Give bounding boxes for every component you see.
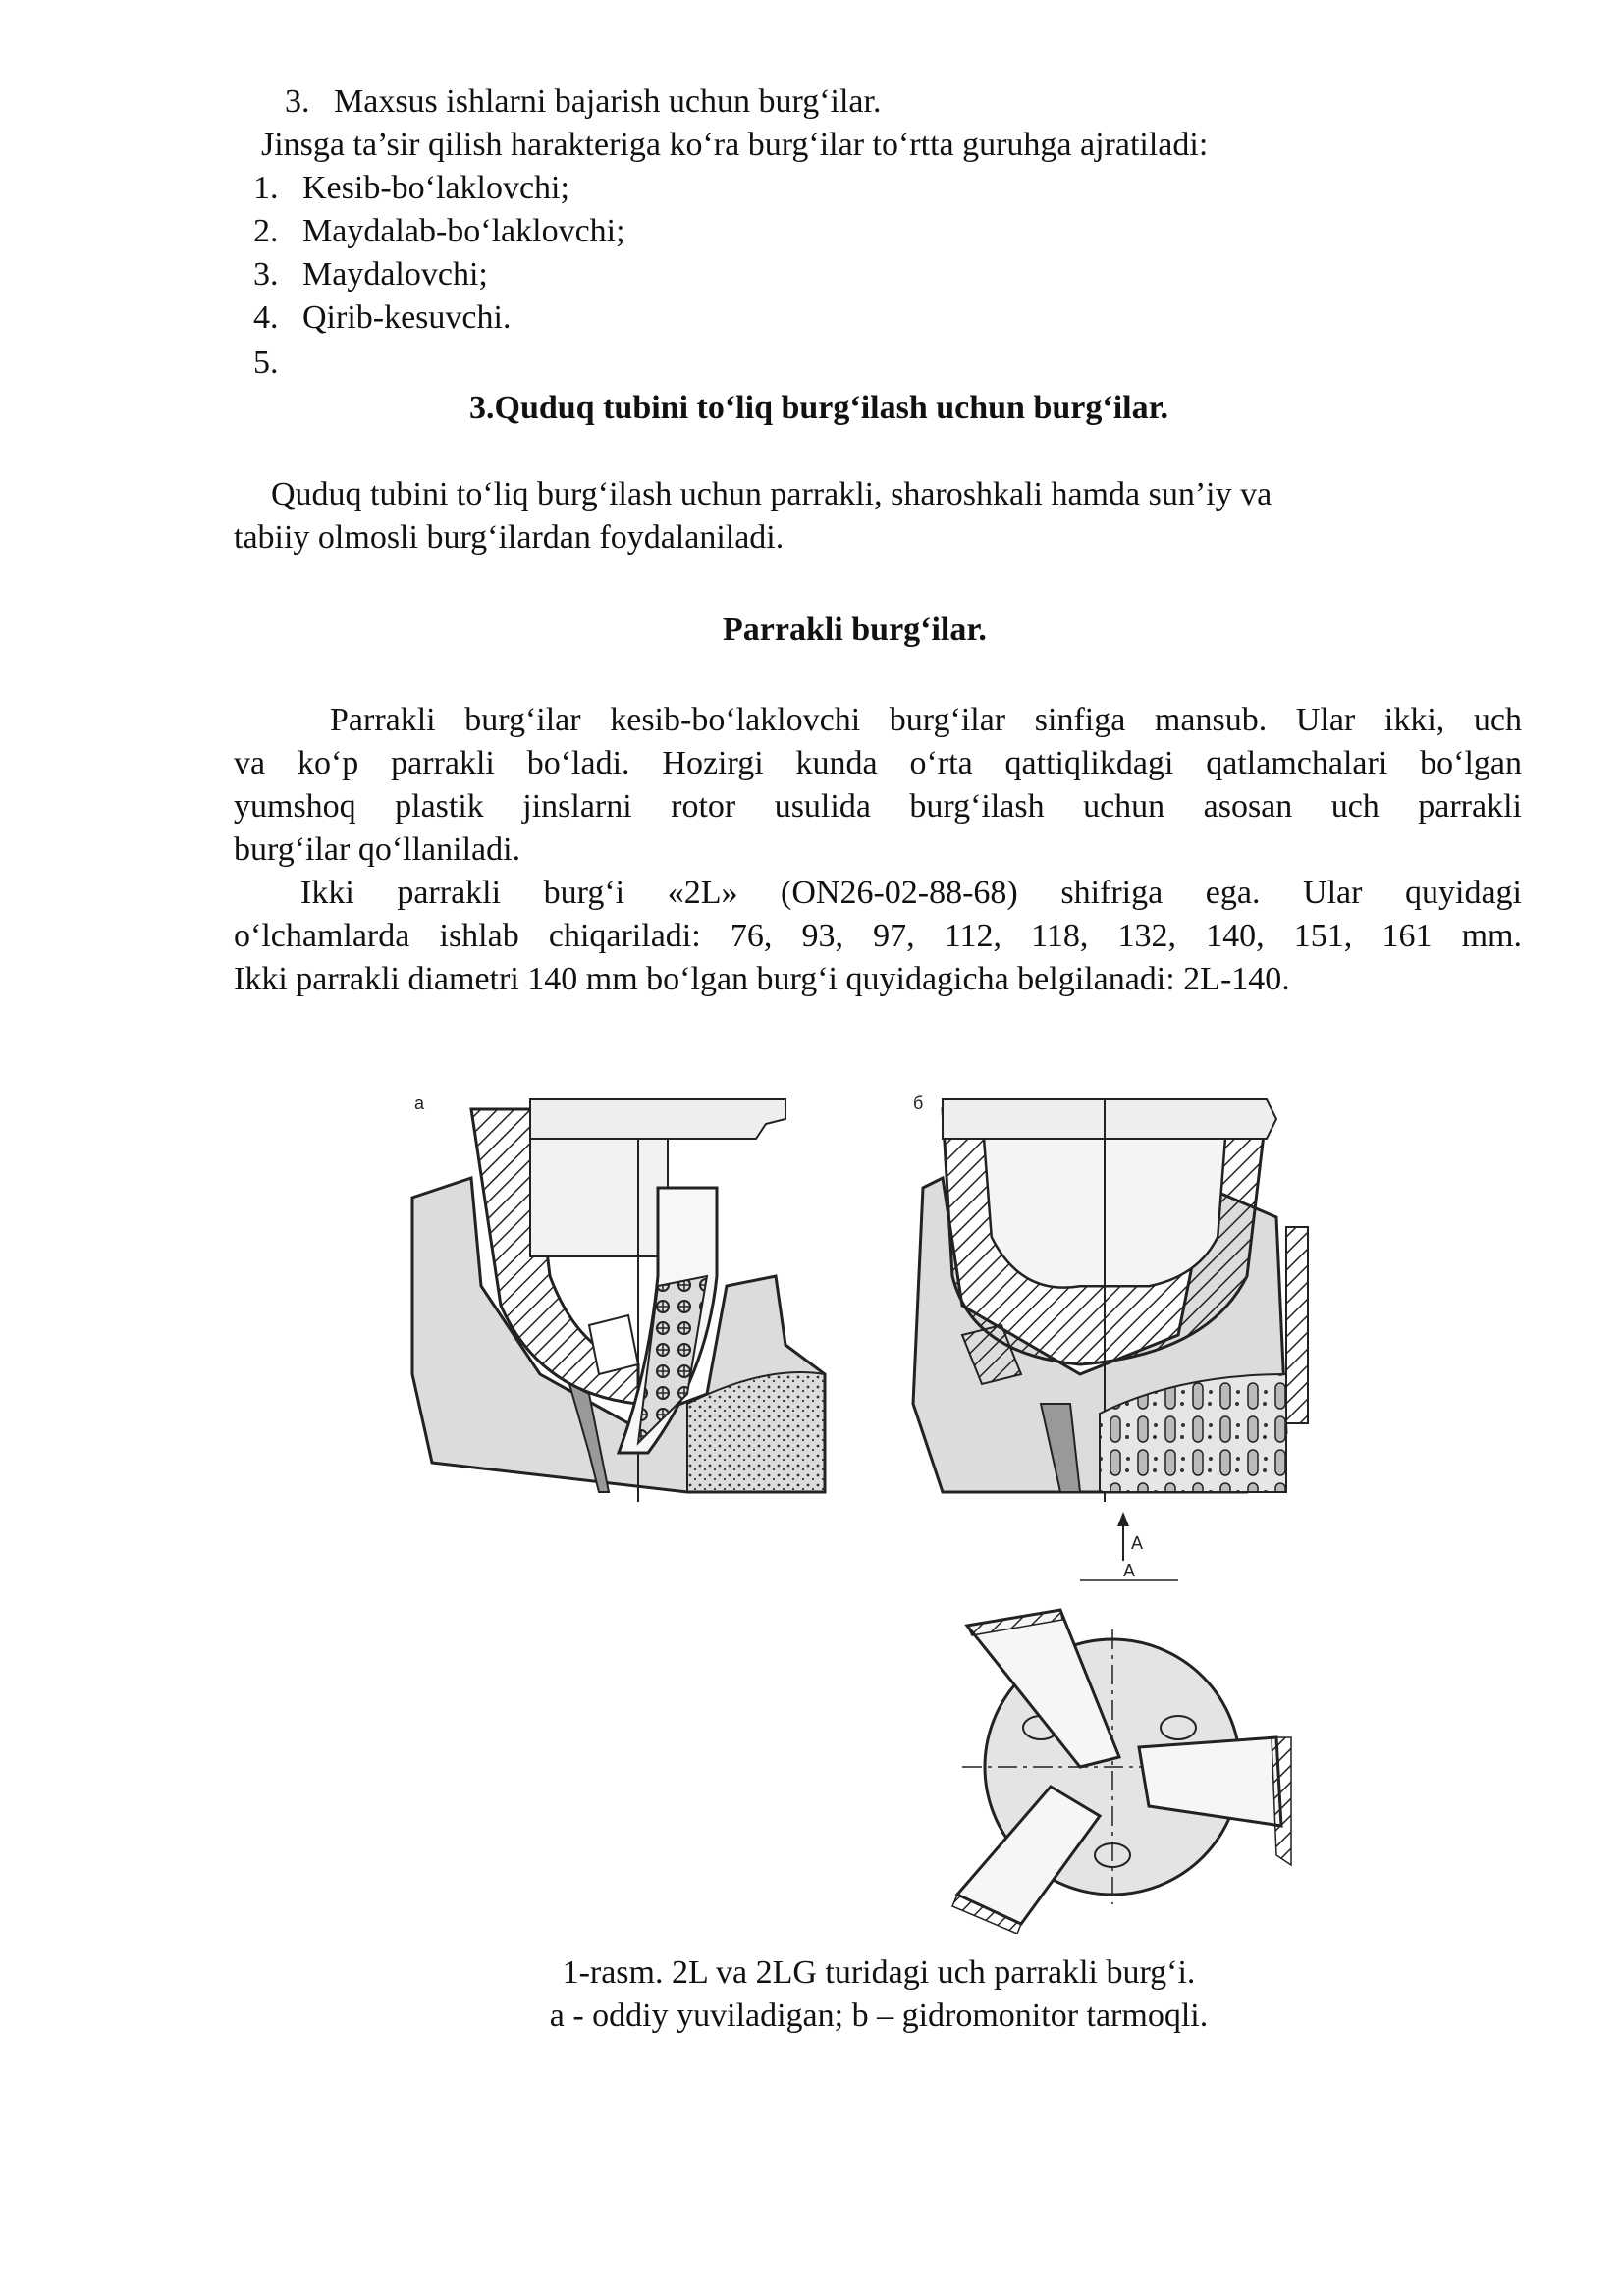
subsection-heading: Parrakli burg‘ilar. [723, 612, 987, 648]
section-arrow-label: A [1131, 1533, 1144, 1553]
paragraph-line: Ikki parrakli burg‘i «2L» (ON26-02-88-68) shifriga ega. Ular quyidagi [300, 875, 1522, 911]
paragraph-line: Parrakli burg‘ilar kesib-bo‘laklovchi burg‘ilar sinfiga mansub. Ular ikki, uch [330, 702, 1522, 738]
figure-caption [0, 1951, 1624, 2038]
paragraph-line: yumshoq plastik jinslarni rotor usulida burg‘ilash uchun asosan uch parrakli [234, 788, 1522, 825]
figure-label-a: а [414, 1094, 425, 1113]
list-number: 5. [253, 345, 279, 381]
drill-bit-figure [393, 1080, 1375, 1934]
section-title-label: A [1123, 1561, 1136, 1580]
list-number: 4. [253, 299, 279, 336]
list-item [253, 344, 302, 383]
paragraph-line: o‘lchamlarda ishlab chiqariladi: 76, 93, 97, 112, 118, 132, 140, 151, 161 mm. [234, 918, 1522, 954]
drawing-a [412, 1094, 825, 1502]
list-text: Maxsus ishlarni bajarish uchun burg‘ilar. [334, 83, 882, 120]
caption-line: a - oddiy yuviladigan; b – gidromonitor tarmoqli. [549, 1998, 1209, 2034]
figure-label-b: б [913, 1094, 924, 1113]
list-text: Kesib-bo‘laklovchi; [302, 170, 569, 206]
drawing-b [913, 1094, 1308, 1502]
caption-line: 1-rasm. 2L va 2LG turidagi uch parrakli burg‘i. [562, 1954, 1196, 1991]
list-number: 3. [285, 83, 310, 120]
paragraph-line: va ko‘p parrakli bo‘ladi. Hozirgi kunda o‘rta qattiqlikdagi qatlamchalari bo‘lgan [234, 745, 1522, 781]
section-heading: 3.Quduq tubini to‘liq burg‘ilash uchun burg‘ilar. [469, 390, 1169, 426]
list-item [253, 212, 625, 251]
list-item [253, 298, 511, 338]
list-item [285, 82, 881, 122]
intro-text: Jinsga ta’sir qilish harakteriga ko‘ra burg‘ilar to‘rtta guruhga ajratiladi: [261, 127, 1209, 163]
section-paragraph-line: tabiiy olmosli burg‘ilardan foydalaniladi. [234, 519, 785, 556]
section-paragraph-line: Quduq tubini to‘liq burg‘ilash uchun parrakli, sharoshkali hamda sun’iy va [271, 476, 1272, 512]
list-number: 1. [253, 170, 279, 206]
paragraph [234, 699, 1522, 872]
list-text: Qirib-kesuvchi. [302, 299, 512, 336]
paragraph [234, 872, 1522, 1001]
drawing-section-a [952, 1610, 1291, 1934]
list-item [253, 255, 488, 294]
list-item [253, 169, 569, 208]
list-text: Maydalab-bo‘laklovchi; [302, 213, 625, 249]
paragraph-line: Ikki parrakli diametri 140 mm bo‘lgan burg‘i quyidagicha belgilanadi: 2L-140. [234, 961, 1290, 997]
section-marker [1080, 1512, 1178, 1580]
list-number: 2. [253, 213, 279, 249]
paragraph-line: burg‘ilar qo‘llaniladi. [234, 831, 521, 868]
list-number: 3. [253, 256, 279, 293]
list-text: Maydalovchi; [302, 256, 488, 293]
